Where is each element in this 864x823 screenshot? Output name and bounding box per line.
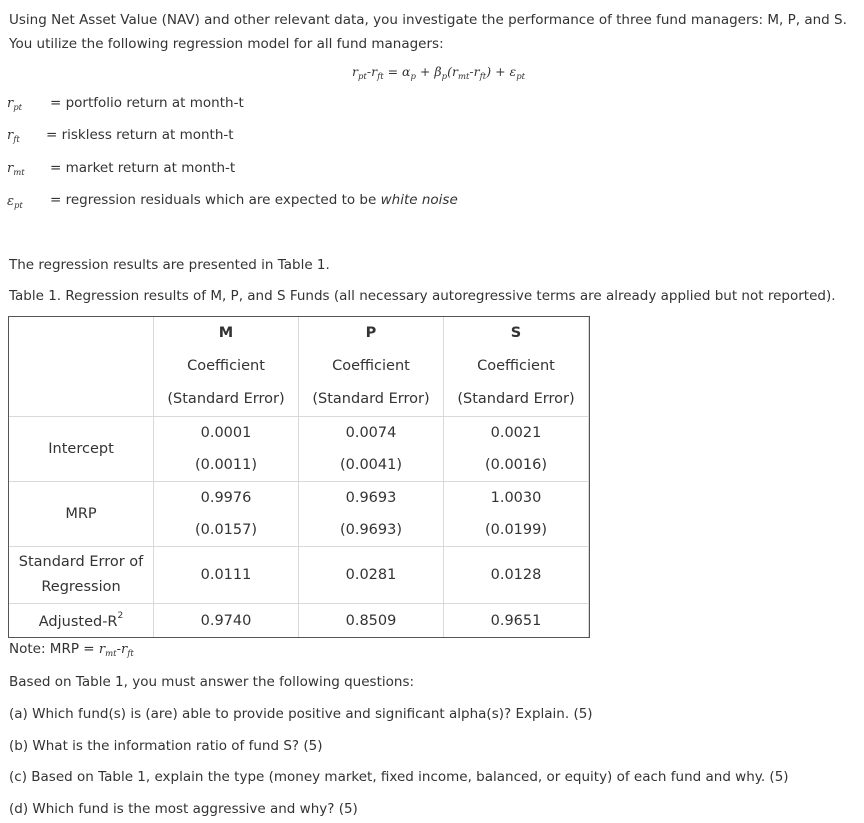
- table-row: [9, 604, 589, 638]
- row-label: Adjusted-$R^2$: [9, 604, 154, 638]
- table-cell: 0.0128: [443, 547, 588, 604]
- table-corner: [9, 317, 154, 417]
- column-header-s: S Coefficient (Standard Error): [443, 317, 588, 417]
- results-intro: The regression results are presented in Table 1.: [9, 257, 330, 273]
- table-cell: 0.9693 (0.9693): [299, 482, 444, 547]
- column-header-p: P Coefficient (Standard Error): [299, 317, 444, 417]
- table-cell: 0.9651: [443, 604, 588, 638]
- question-d: (d) Which fund is the most aggressive and why? (5): [9, 801, 358, 817]
- table-cell: 0.0281: [299, 547, 444, 604]
- intro-paragraph: Using Net Asset Value (NAV) and other relevant data, you investigate the performance of three fund managers: M, P, and S. You utilize the following regression model for all fund managers:: [9, 12, 847, 52]
- table-cell: 0.0111: [154, 547, 299, 604]
- row-label: Intercept: [9, 417, 154, 482]
- definition-text: = riskless return at month-t: [46, 127, 234, 143]
- definition-symbol: $r_{pt}$: [7, 96, 23, 113]
- table-cell: 0.9740: [154, 604, 299, 638]
- definition-text: = regression residuals which are expected to be white noise: [50, 192, 458, 208]
- table-cell: 0.8509: [299, 604, 444, 638]
- question-c: (c) Based on Table 1, explain the type (money market, fixed income, balanced, or equity) of each fund and why. (5): [9, 769, 789, 785]
- table-note: Note: MRP = $r_{mt}-r_{ft}$: [9, 641, 134, 659]
- definition-text: = portfolio return at month-t: [50, 95, 244, 111]
- table-cell: 1.0030 (0.0199): [443, 482, 588, 547]
- definition-text: = market return at month-t: [50, 160, 236, 176]
- table-cell: 0.0001 (0.0011): [154, 417, 299, 482]
- table-row: [9, 417, 589, 482]
- row-label: MRP: [9, 482, 154, 547]
- definition-symbol: $r_{ft}$: [7, 128, 20, 145]
- table-row: [9, 482, 589, 547]
- definition-symbol: $r_{mt}$: [7, 161, 25, 178]
- regression-table: [8, 316, 589, 638]
- question-b: (b) What is the information ratio of fund S? (5): [9, 738, 323, 754]
- table-caption: Table 1. Regression results of M, P, and S Funds (all necessary autoregressive terms are already applied but not reported).: [9, 288, 836, 304]
- question-a: (a) Which fund(s) is (are) able to provide positive and significant alpha(s)? Explain. (5): [9, 706, 593, 722]
- table-cell: 0.0021 (0.0016): [443, 417, 588, 482]
- table-cell: 0.0074 (0.0041): [299, 417, 444, 482]
- table-cell: 0.9976 (0.0157): [154, 482, 299, 547]
- definition-symbol: $\varepsilon_{pt}$: [7, 194, 23, 211]
- row-label: Standard Error of Regression: [9, 547, 154, 604]
- column-header-m: M Coefficient (Standard Error): [154, 317, 299, 417]
- table-row: [9, 547, 589, 604]
- regression-formula: $r_{pt}-r_{ft} = \alpha_p + \beta_p(r_{mt}-r_{ft}) + \varepsilon_{pt}$: [352, 64, 526, 82]
- questions-intro: Based on Table 1, you must answer the following questions:: [9, 674, 415, 690]
